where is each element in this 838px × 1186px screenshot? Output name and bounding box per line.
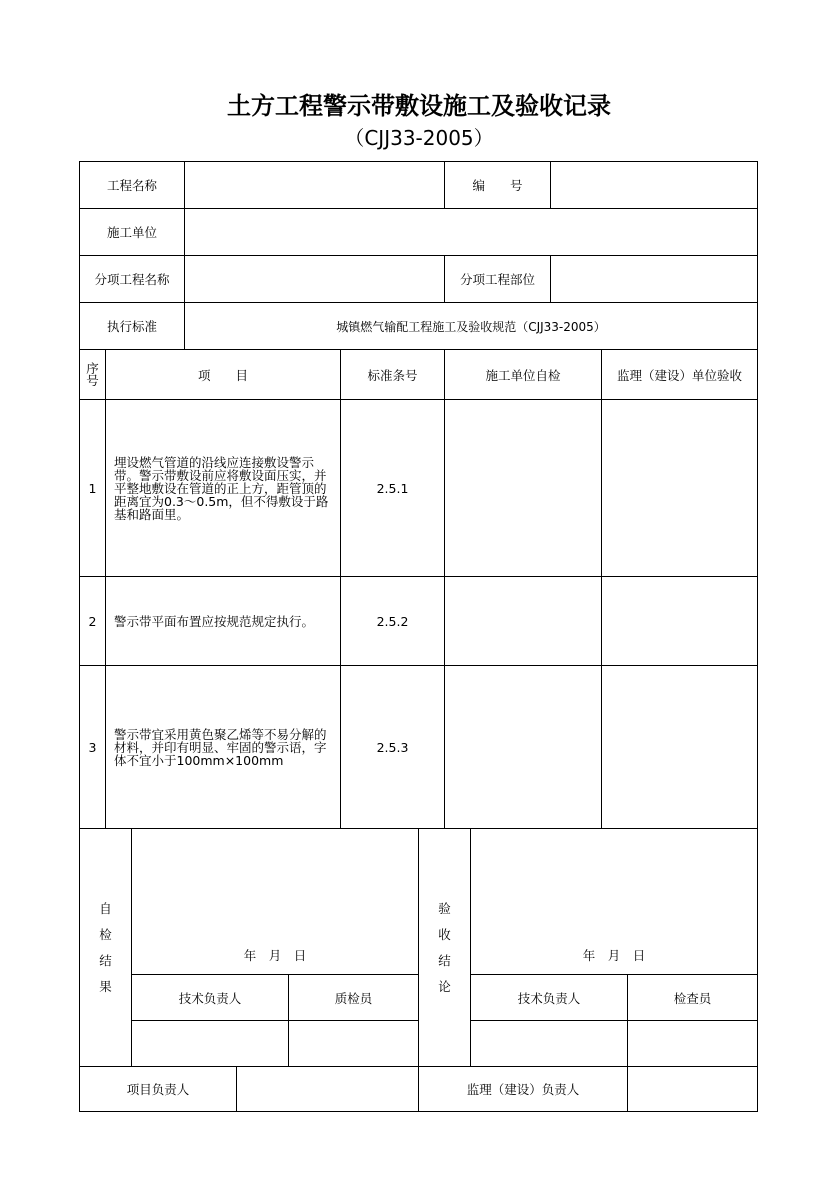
- label-sub-project-part: 分项工程部位: [444, 255, 551, 303]
- sub-project-part-field[interactable]: [550, 255, 758, 303]
- row2-supervision[interactable]: [601, 576, 758, 666]
- acceptance-label: 验 收 结 论: [418, 828, 471, 1067]
- quality-inspector-sign[interactable]: [288, 1020, 419, 1067]
- row1-seq: 1: [79, 399, 106, 577]
- self-result-date[interactable]: 年 月 日: [131, 828, 419, 975]
- label-standard: 执行标准: [79, 302, 185, 350]
- page-title: 土方工程警示带敷设施工及验收记录: [227, 92, 611, 120]
- row1-clause: 2.5.1: [340, 399, 445, 577]
- self-result-label: 自 检 结 果: [79, 828, 132, 1067]
- col-clause: 标准条号: [340, 349, 445, 400]
- self-tech-lead-sign[interactable]: [131, 1020, 289, 1067]
- row2-self-check[interactable]: [444, 576, 602, 666]
- label-number: 编 号: [444, 161, 551, 209]
- quality-inspector-label: 质检员: [288, 974, 419, 1021]
- row3-self-check[interactable]: [444, 665, 602, 829]
- standard-value: 城镇燃气输配工程施工及验收规范（CJJ33-2005）: [184, 302, 758, 350]
- construction-unit-field[interactable]: [184, 208, 758, 256]
- row1-item: 埋设燃气管道的沿线应连接敷设警示带。警示带敷设前应将敷设面压实，并平整地敷设在管道的正上方，距管顶的距离宜为0.3～0.5m，但不得敷设于路基和路面里。: [105, 399, 341, 577]
- project-lead-label: 项目负责人: [79, 1066, 237, 1112]
- inspector-label: 检查员: [627, 974, 758, 1021]
- project-name-field[interactable]: [184, 161, 445, 209]
- sub-project-name-field[interactable]: [184, 255, 445, 303]
- col-item: 项 目: [105, 349, 341, 400]
- supervisor-lead-label: 监理（建设）负责人: [418, 1066, 628, 1112]
- row3-seq: 3: [79, 665, 106, 829]
- acceptance-date[interactable]: 年 月 日: [470, 828, 758, 975]
- row2-seq: 2: [79, 576, 106, 666]
- row3-item: 警示带宜采用黄色聚乙烯等不易分解的材料，并印有明显、牢固的警示语，字体不宜小于100mm×100mm: [105, 665, 341, 829]
- number-field[interactable]: [550, 161, 758, 209]
- col-self-check: 施工单位自检: [444, 349, 602, 400]
- acc-tech-lead-sign[interactable]: [470, 1020, 628, 1067]
- page-subtitle: （CJJ33-2005）: [344, 126, 494, 150]
- supervisor-lead-sign[interactable]: [627, 1066, 758, 1112]
- row3-supervision[interactable]: [601, 665, 758, 829]
- col-seq: 序号: [79, 349, 106, 400]
- label-sub-project-name: 分项工程名称: [79, 255, 185, 303]
- inspector-sign[interactable]: [627, 1020, 758, 1067]
- project-lead-sign[interactable]: [236, 1066, 419, 1112]
- row2-clause: 2.5.2: [340, 576, 445, 666]
- label-project-name: 工程名称: [79, 161, 185, 209]
- row1-supervision[interactable]: [601, 399, 758, 577]
- row2-item: 警示带平面布置应按规范规定执行。: [105, 576, 341, 666]
- acc-tech-lead-label: 技术负责人: [470, 974, 628, 1021]
- col-supervision: 监理（建设）单位验收: [601, 349, 758, 400]
- label-construction-unit: 施工单位: [79, 208, 185, 256]
- row3-clause: 2.5.3: [340, 665, 445, 829]
- row1-self-check[interactable]: [444, 399, 602, 577]
- self-tech-lead-label: 技术负责人: [131, 974, 289, 1021]
